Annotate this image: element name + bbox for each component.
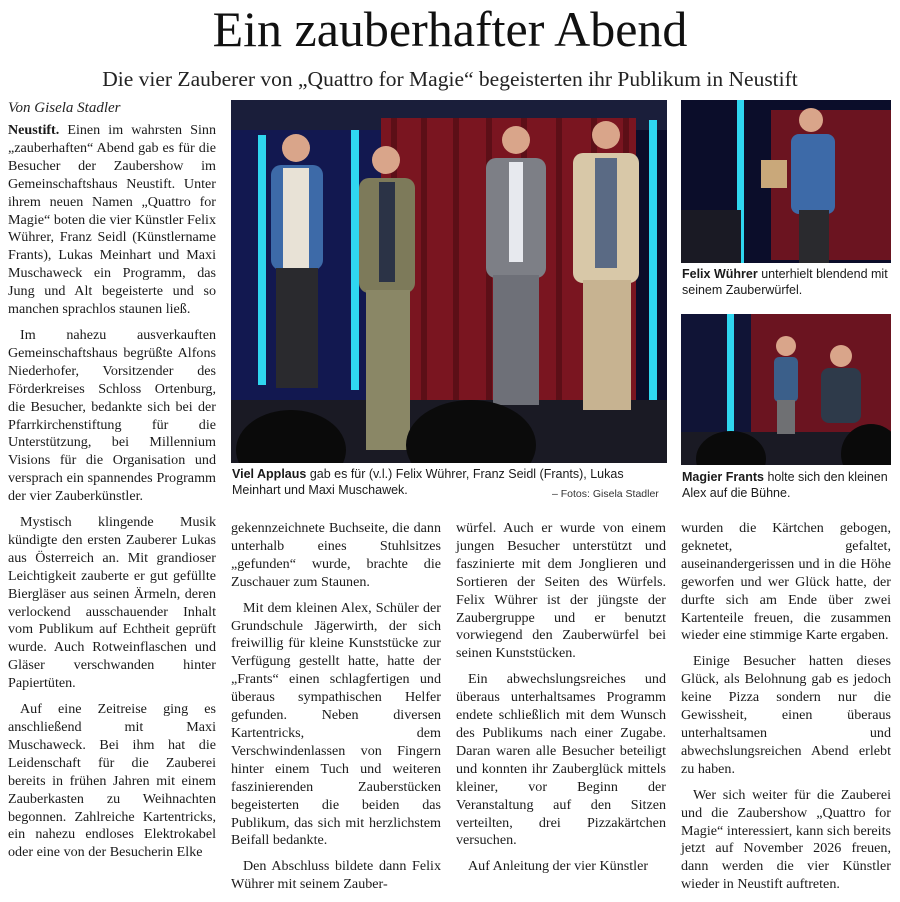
column-4 <box>681 520 891 902</box>
caption-bold: Magier Frants <box>682 470 764 484</box>
column-3 <box>456 520 666 884</box>
caption-text: gab es für (v.l.) Felix Wührer, Franz Seidl (Frants), Lukas Meinhart und Maxi Muschawek. <box>232 467 624 497</box>
dateline: Neustift. <box>8 122 60 138</box>
caption-bold: Viel Applaus <box>232 467 307 481</box>
bottom-right-caption <box>682 469 892 501</box>
paragraph: Den Abschluss bildete dann Felix Wührer mit seinem Zauber- <box>231 858 441 893</box>
subheadline: Die vier Zauberer von „Quattro for Magie“ begeisterten ihr Publikum in Neustift <box>102 67 798 91</box>
paragraph: gekennzeichnete Buchseite, die dann unterhalb eines Stuhlsitzes „gefunden“ wurde, brachte die Zuschauer zum Staunen. <box>231 520 441 590</box>
paragraph: würfel. Auch er wurde von einem jungen Besucher unterstützt und faszinierte mit dem Jonglieren und Sortieren der Seiten des Würfels. Felix Wührer ist der jüngste der Zaubergruppe und er benutzt vorwiegend den Zauberwürfel bei seinen Kunststücken. <box>456 520 666 662</box>
bottom-right-photo <box>681 314 891 465</box>
paragraph: Wer sich weiter für die Zauberei und die Zaubershow „Quattro for Magie“ interessiert, kann sich bereits jetzt auf November 2026 freuen, dann werden die vier Künstler wieder in Neustift auftreten. <box>681 786 891 893</box>
column-1 <box>8 122 216 870</box>
main-photo <box>231 100 667 463</box>
paragraph: Im nahezu ausverkauften Gemeinschaftshaus begrüßte Alfons Niederhofer, Vorsitzender des Förderkreises Schloss Ortenburg, die Besucher, bedankte sich bei der Pfarrkirchenstiftung für die Unterstützung, bei Millennium Visions für die Organisation und versprach ein spannendes Programm der vier Zauberkünstler. <box>8 326 216 505</box>
paragraph: Auf Anleitung der vier Künstler <box>468 858 649 875</box>
photo-credit: – Fotos: Gisela Stadler <box>552 488 659 500</box>
paragraph-text: Einen im wahrsten Sinn „zauberhaften“ Abend gab es für die Besucher der Zaubershow im Gemeinschaftshaus Neustift. Unter ihrem neuen Namen „Quattro for Magie“ boten die vier Künstler Felix Wührer, Franz Seidl (Künstlername Frants), Lukas Meinhart und Maxi Muschaweck ein Programm, das Jung und Alt begeisterte und so manchen sprachlos staunen ließ. <box>8 122 216 318</box>
top-right-photo <box>681 100 891 263</box>
paragraph: Mystisch klingende Musik kündigte den ersten Zauberer Lukas aus Österreich an. Mit grandioser Leichtigkeit zauberte er gut gefüllte Biergläser aus seinen Ärmeln, deren verlockend ausschauender Inhalt vom Publikum auf Echtheit geprüft wurde. Auch Rotweinflaschen und Gläser verschwanden hinter Papiertüten. <box>8 514 216 692</box>
byline: Von Gisela Stadler <box>8 100 121 116</box>
headline: Ein zauberhafter Abend <box>212 1 688 57</box>
caption-text: unterhielt blendend mit seinem Zauberwürfel. <box>682 267 888 297</box>
top-right-caption <box>682 266 892 298</box>
paragraph: wurden die Kärtchen gebogen, geknetet, gefaltet, auseinandergerissen und in die Höhe geworfen und wer Glück hatte, der durfte sich am Ende über zwei Kartenteile freuen, die zusammen wieder eine stimmige Karte ergaben. <box>681 520 891 644</box>
column-2 <box>231 520 441 902</box>
caption-bold: Felix Wührer <box>682 267 758 281</box>
paragraph <box>8 122 216 319</box>
caption-text: holte sich den kleinen Alex auf die Bühne. <box>682 470 888 500</box>
paragraph: Einige Besucher hatten dieses Glück, als Belohnung gab es jedoch keine Pizza sondern nur die Gewissheit, einen überaus unterhaltsamen und abwechslungsreichen Abend erlebt zu haben. <box>681 653 891 777</box>
paragraph: Ein abwechslungsreiches und überaus unterhaltsames Programm endete schließlich mit dem Wunsch des Publikums nach einer Zugabe. Daran waren alle Besucher beteiligt und konnten ihr Zauberglück mittels kleiner, vor Beginn der Veranstaltung auf den Sitzen verteilten, drei Pizzakärtchen versuchen. <box>456 671 666 849</box>
paragraph: Mit dem kleinen Alex, Schüler der Grundschule Jägerwirth, der sich freiwillig für kleine Kunststücke zur Verfügung gestellt hatte, hatte der „Frants“ einen schlagfertigen und überaus sympathischen Helfer gefunden. Neben diversen Kartentricks, dem Verschwindenlassen von Fingern hinter einem Tuch und weiteren faszinierenden Zauberstücken begeisterten die beiden das Publikum, das sich mit herzlichstem Beifall bedankte. <box>231 599 441 849</box>
paragraph: Auf eine Zeitreise ging es anschließend mit Maxi Muschaweck. Bei ihm hat die Leidenschaft für die Zauberei bereits in frühen Jahren mit einem Zauberkasten zu Weihnachten begonnen. Zahlreiche Kartentricks, ein nahezu endloses Elektrokabel oder eine von der Besucherin Elke <box>8 701 216 861</box>
